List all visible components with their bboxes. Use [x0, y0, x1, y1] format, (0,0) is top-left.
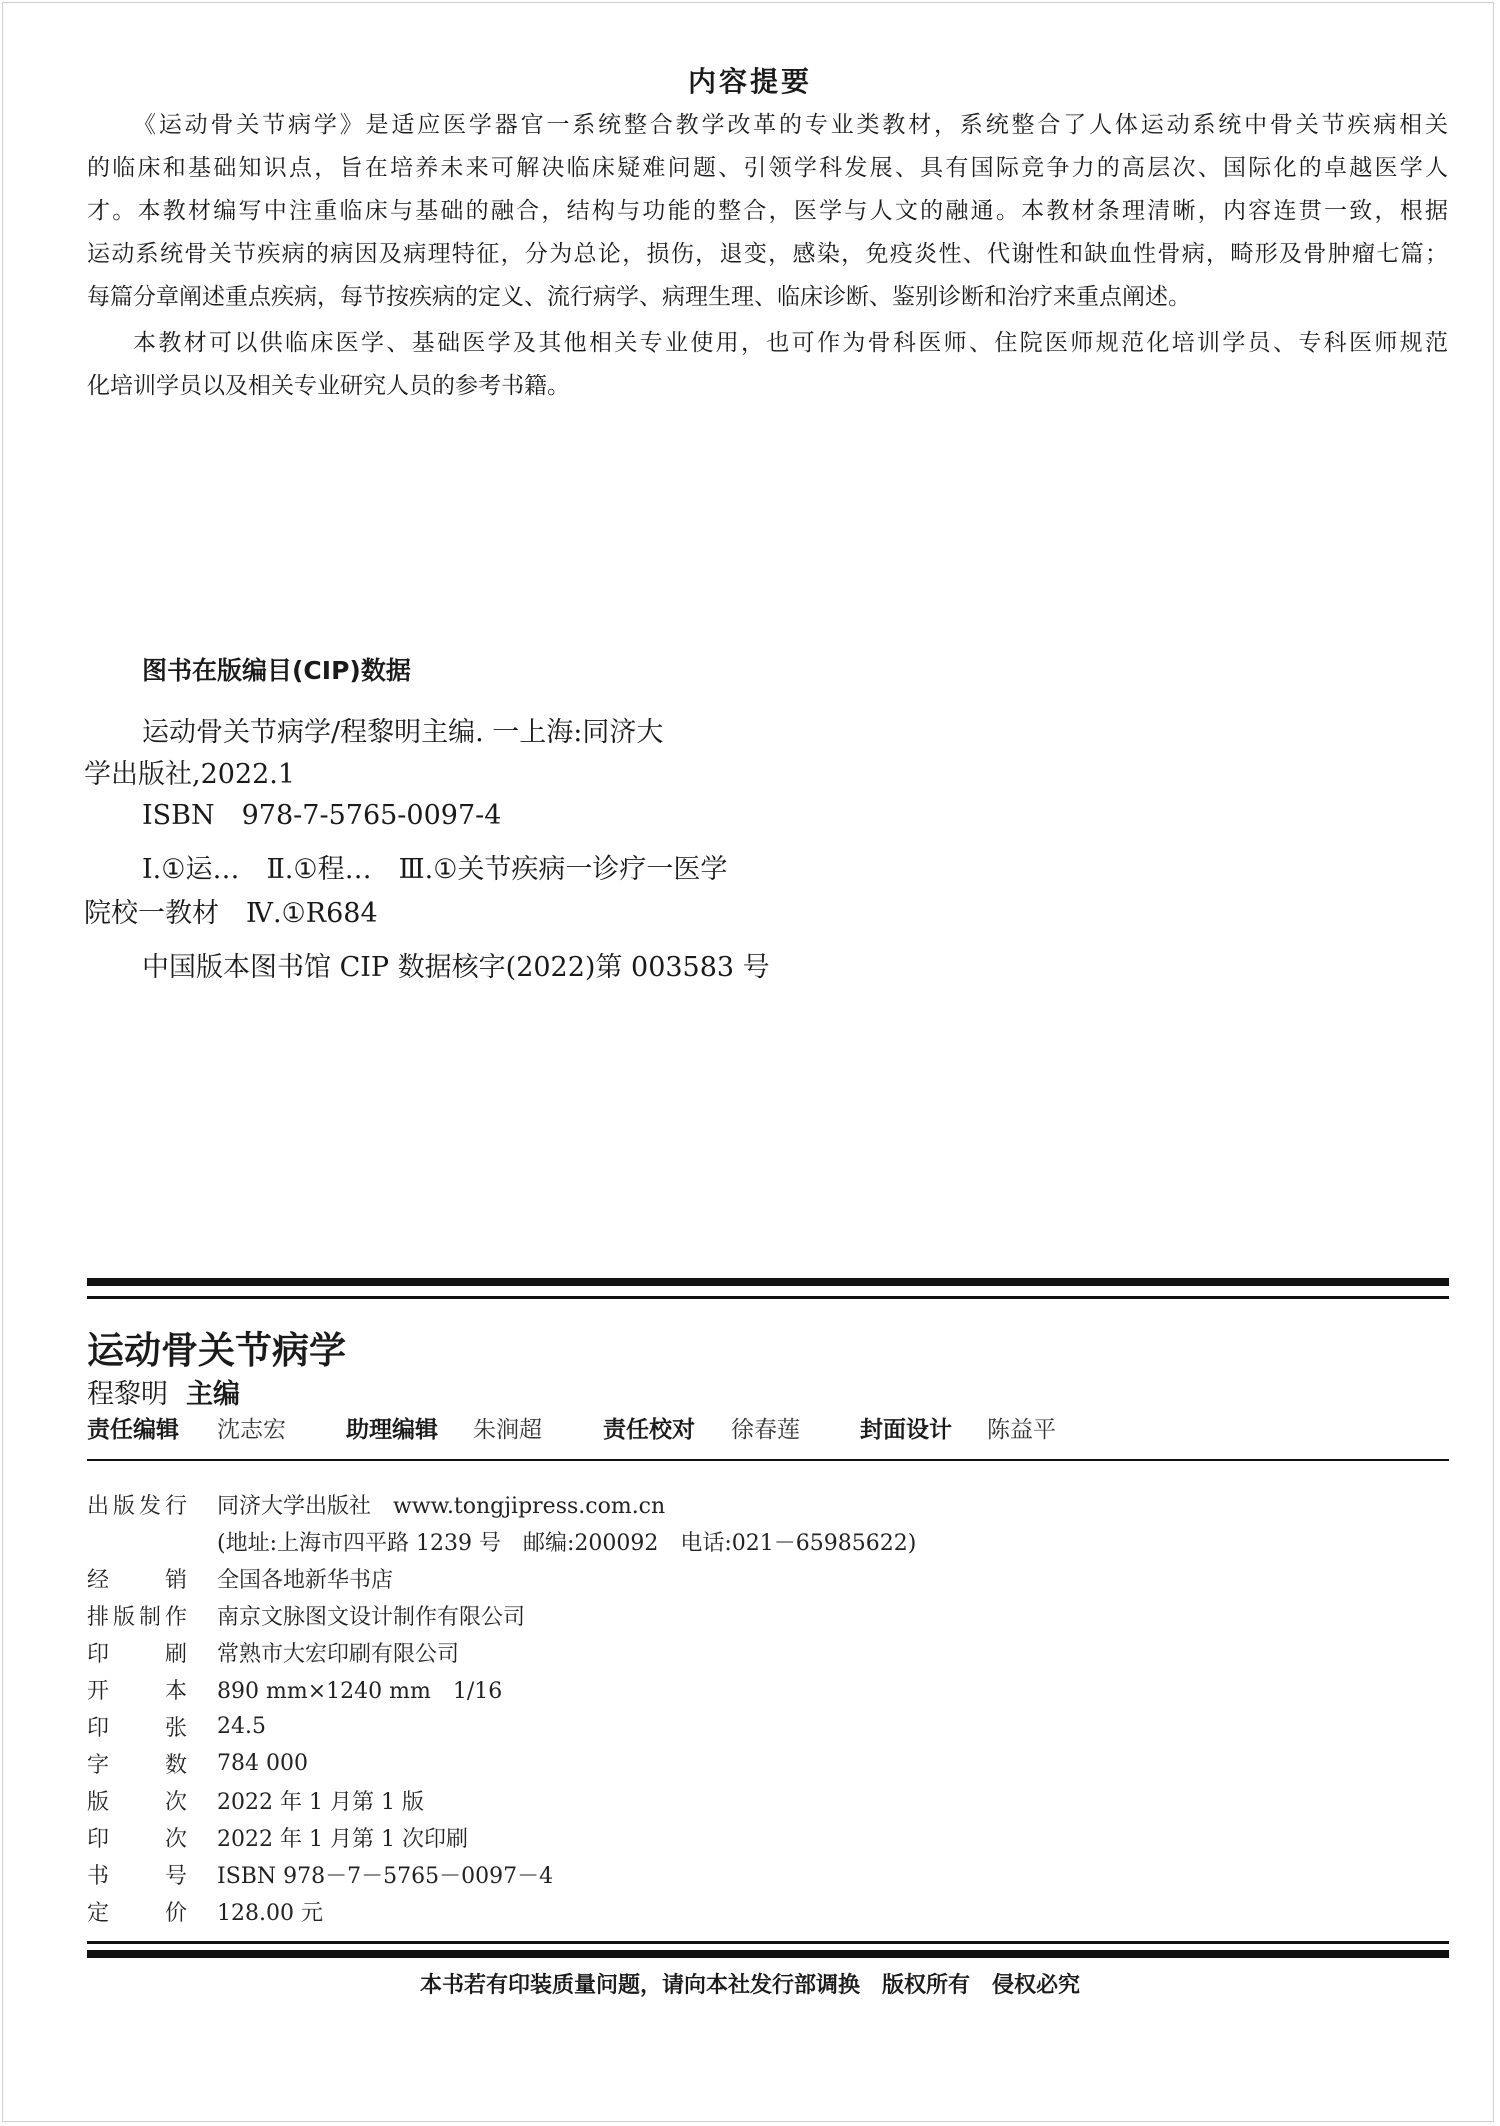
colophon-row: [87, 1523, 916, 1560]
footer-notice: 本书若有印装质量问题，请向本社发行部调换 版权所有 侵权必究: [419, 1973, 1080, 1998]
colophon-row: [87, 1708, 266, 1745]
colophon-value: 常熟市大宏印刷有限公司: [217, 1642, 460, 1667]
staff-label: 责任编辑: [87, 1417, 179, 1443]
summary-line: 化培训学员以及相关专业研究人员的参考书籍。: [87, 373, 570, 399]
staff-label: 助理编辑: [346, 1417, 438, 1443]
colophon-row: [87, 1634, 459, 1671]
chief-editor: [87, 1372, 240, 1411]
summary-line: 《运动骨关节病学》是适应医学器官一系统整合教学改革的专业类教材，系统整合了人体运动系统中骨关节疾病相关: [133, 112, 1448, 138]
thin-rule: [87, 1941, 1449, 1944]
colophon-label: 字数: [87, 1753, 187, 1778]
cip-heading: 图书在版编目(CIP)数据: [142, 656, 411, 685]
cip-line: Ⅰ.①运… Ⅱ.①程… Ⅲ.①关节疾病一诊疗一医学: [142, 854, 728, 885]
divider-rule: [87, 1459, 1449, 1461]
colophon-value: 2022 年 1 月第 1 次印刷: [217, 1827, 468, 1852]
colophon-row: [87, 1597, 525, 1634]
colophon-row: [87, 1560, 393, 1597]
colophon-value: 全国各地新华书店: [217, 1568, 394, 1593]
colophon-label: 印刷: [87, 1642, 187, 1667]
book-title: 运动骨关节病学: [87, 1329, 346, 1372]
summary-line: 每篇分章阐述重点疾病，每节按疾病的定义、流行病学、病理生理、临床诊断、鉴别诊断和治疗来重点阐述。: [87, 284, 1191, 310]
colophon-label: 出版发行: [87, 1494, 187, 1519]
colophon-label: 定价: [87, 1901, 187, 1926]
staff-name: 陈益平: [987, 1417, 1056, 1443]
colophon-label: 版次: [87, 1790, 187, 1815]
colophon-label: 开本: [87, 1679, 187, 1704]
colophon-label: 印次: [87, 1827, 187, 1852]
colophon-label: 经销: [87, 1568, 187, 1593]
summary-line: 的临床和基础知识点，旨在培养未来可解决临床疑难问题、引领学科发展、具有国际竞争力的高层次、国际化的卓越医学人: [87, 155, 1448, 181]
colophon-row: [87, 1819, 468, 1856]
thick-rule: [87, 1278, 1449, 1286]
colophon-row: [87, 1671, 502, 1708]
colophon-value: 南京文脉图文设计制作有限公司: [217, 1605, 526, 1630]
staff-label: 责任校对: [603, 1417, 695, 1443]
staff-name: 朱涧超: [473, 1417, 542, 1443]
colophon-row: [87, 1782, 424, 1819]
summary-line: 运动系统骨关节疾病的病因及病理特征，分为总论，损伤，退变，感染，免疫炎性、代谢性和缺血性骨病，畸形及骨肿瘤七篇；: [87, 241, 1448, 267]
editor-role: 主编: [186, 1379, 240, 1410]
colophon-value: ISBN 978－7－5765－0097－4: [217, 1864, 554, 1889]
summary-line: 才。本教材编写中注重临床与基础的融合，结构与功能的整合，医学与人文的融通。本教材条理清晰，内容连贯一致，根据: [87, 198, 1448, 224]
colophon-value: 890 mm×1240 mm 1/16: [217, 1679, 503, 1704]
colophon-row: [87, 1745, 308, 1782]
summary-line: 本教材可以供临床医学、基础医学及其他相关专业使用，也可作为骨科医师、住院医师规范化培训学员、专科医师规范: [133, 330, 1448, 356]
colophon-value: 同济大学出版社 www.tongjipress.com.cn: [217, 1494, 666, 1519]
cip-line: 运动骨关节病学/程黎明主编. 一上海:同济大: [142, 717, 664, 748]
colophon-label: 印张: [87, 1716, 187, 1741]
staff-label: 封面设计: [860, 1417, 952, 1443]
cip-line: 院校一教材 Ⅳ.①R684: [84, 898, 378, 929]
cip-line: ISBN 978-7-5765-0097-4: [142, 800, 502, 831]
cip-line: 学出版社,2022.1: [84, 759, 296, 790]
colophon-row: [87, 1893, 323, 1930]
colophon-label: 排版制作: [87, 1605, 187, 1630]
summary-title: 内容提要: [687, 65, 812, 98]
colophon-row: [87, 1856, 553, 1893]
staff-name: 徐春莲: [731, 1417, 800, 1443]
colophon-value: 2022 年 1 月第 1 版: [217, 1790, 424, 1815]
colophon-label: 书号: [87, 1864, 187, 1889]
thin-rule: [87, 1296, 1449, 1299]
staff-name: 沈志宏: [217, 1417, 286, 1443]
colophon-value: (地址:上海市四平路 1239 号 邮编:200092 电话:021－65985622): [217, 1531, 917, 1556]
colophon-value: 784 000: [217, 1751, 308, 1776]
thick-rule: [87, 1950, 1449, 1958]
editor-name: 程黎明: [87, 1379, 168, 1410]
colophon-value: 24.5: [217, 1714, 266, 1739]
cip-line: 中国版本图书馆 CIP 数据核字(2022)第 003583 号: [142, 952, 770, 983]
colophon-value: 128.00 元: [217, 1901, 323, 1926]
colophon-row: [87, 1486, 665, 1523]
